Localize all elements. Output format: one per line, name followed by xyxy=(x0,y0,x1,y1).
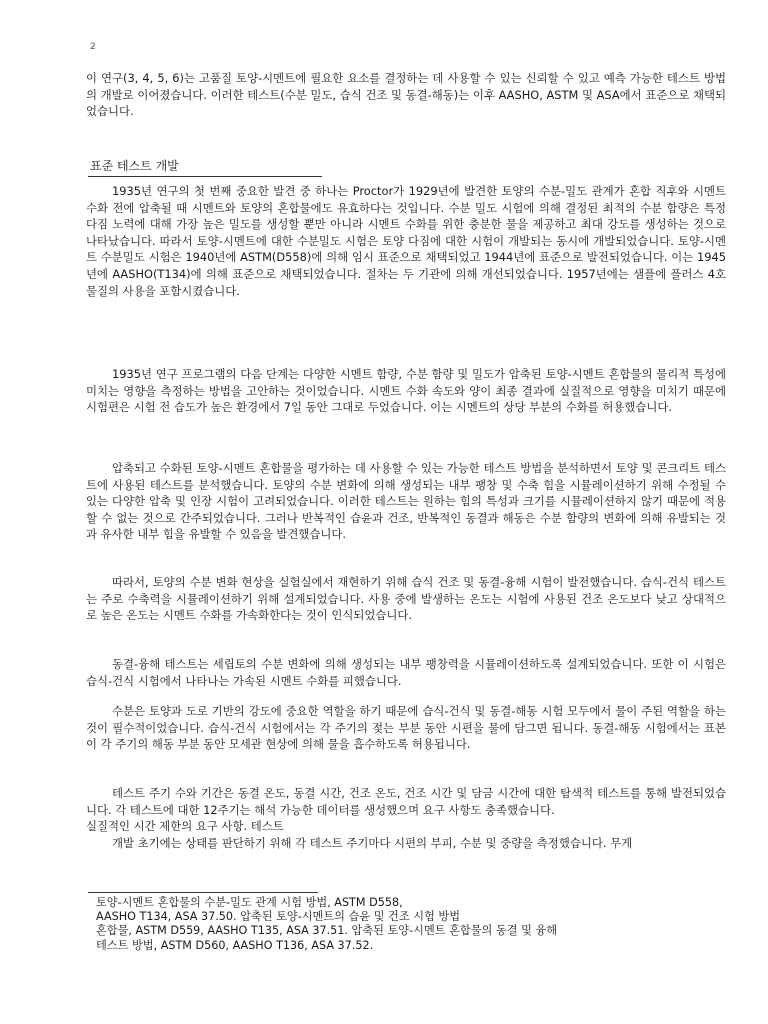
paragraph-block-4 xyxy=(86,574,726,624)
page-number: 2 xyxy=(90,42,96,52)
paragraph-block-1 xyxy=(86,183,726,299)
paragraph-7: 테스트 주기 수와 기간은 동결 온도, 동결 시간, 건조 온도, 건조 시간 및 담금 시간에 대한 탐색적 테스트를 통해 발전되었습니다. 각 테스트에 대한 12주기는 해석 가능한 데이터를 생성했으며 요구 사항도 충족했습니다. xyxy=(86,786,726,817)
footnote-line: AASHO T134, ASA 37.50. 압축된 토양-시멘트의 습윤 및 건조 시험 방법 xyxy=(96,910,461,924)
intro-paragraph-block xyxy=(86,70,726,120)
paragraph-6: 수분은 토양과 도로 기반의 강도에 중요한 역할을 하기 때문에 습식-건식 및 동결-해동 시험 모두에서 물이 주된 역할을 하는 것이 필수적이었습니다. 습식-건식 시험에서는 각 주기의 젖는 부분 동안 시편을 물에 담그면 됩니다. 동결-해동 시험에서는 표본이 각 주기의 해동 부분 동안 모세관 현상에 의해 물을 흡수하도록 허용됩니다. xyxy=(86,704,726,752)
paragraph-3: 압축되고 수화된 토양-시멘트 혼합물을 평가하는 데 사용할 수 있는 가능한 테스트 방법을 분석하면서 토양 및 콘크리트 테스트에 사용된 테스트를 분석했습니다. 토양의 수분 변화에 의해 생성되는 내부 팽창 및 수축 힘을 시뮬레이션하기 위해 수정될 수 있는 다양한 압축 및 인장 시험이 고려되었습니다. 이러한 테스트는 원하는 힘의 특성과 크기를 시뮬레이션하지 않기 때문에 적용할 수 없는 것으로 간주되었습니다. 그러나 반복적인 습윤과 건조, 반복적인 동결과 해동은 수분 함량의 변화에 의해 유발되는 것과 유사한 내부 힘을 유발할 수 있음을 발견했습니다. xyxy=(86,461,726,542)
footnote-rule xyxy=(88,892,318,893)
paragraph-2: 1935년 연구 프로그램의 다음 단계는 다양한 시멘트 함량, 수분 함량 및 밀도가 압축된 토양-시멘트 혼합물의 물리적 특성에 미치는 영향을 측정하는 방법을 고안하는 것이었습니다. 시멘트 수화 속도와 양이 최종 결과에 실질적으로 영향을 미치기 때문에 시험편은 시험 전 습도가 높은 환경에서 7일 동안 그대로 두었습니다. 이는 시멘트의 상당 부분의 수화를 허용했습니다. xyxy=(86,367,726,415)
paragraph-9: 개발 초기에는 상태를 판단하기 위해 각 테스트 주기마다 시편의 부피, 수분 및 중량을 측정했습니다. 무게 xyxy=(112,835,633,850)
section-heading: 표준 테스트 개발 xyxy=(90,159,179,173)
footnote-line: 혼합물, ASTM D559, AASHO T135, ASA 37.51. 압축된 토양-시멘트 혼합물의 동결 및 융해 xyxy=(96,924,558,938)
paragraph-block-3 xyxy=(86,460,726,543)
footnotes xyxy=(96,896,716,953)
paragraph-4: 따라서, 토양의 수분 변화 현상을 실험실에서 재현하기 위해 습식 건조 및 동결-융해 시험이 발전했습니다. 습식-건식 테스트는 주로 수축력을 시뮬레이션하기 위해 설계되었습니다. 사용 중에 발생하는 온도는 시험에 사용된 건조 온도보다 낮고 상대적으로 높은 온도는 시멘트 수화를 가속화한다는 것이 인식되었습니다. xyxy=(86,575,726,623)
paragraph-8: 실질적인 시간 제한의 요구 사항. 테스트 xyxy=(86,819,284,834)
intro-paragraph: 이 연구(3, 4, 5, 6)는 고품질 토양-시멘트에 필요한 요소를 결정하는 데 사용할 수 있는 신뢰할 수 있고 예측 가능한 테스트 방법의 개발로 이어졌습니다. 이러한 테스트(수분 밀도, 습식 건조 및 동결-해동)는 이후 AASHO, ASTM 및 ASA에서 표준으로 채택되었습니다. xyxy=(86,71,726,119)
footnote-line: 테스트 방법, ASTM D560, AASHO T136, ASA 37.52. xyxy=(96,938,374,952)
paragraph-block-2 xyxy=(86,366,726,416)
paragraph-5: 동결-융해 테스트는 세립토의 수분 변화에 의해 생성되는 내부 팽창력을 시뮬레이션하도록 설계되었습니다. 또한 이 시험은 습식-건식 시험에서 나타나는 가속된 시멘트 수화를 피했습니다. xyxy=(86,657,726,688)
heading-underline xyxy=(88,176,322,177)
footnote-line: 토양-시멘트 혼합물의 수분-밀도 관계 시험 방법, ASTM D558, xyxy=(96,896,403,909)
paragraph-block-5 xyxy=(86,656,726,689)
paragraph-1: 1935년 연구의 첫 번째 중요한 발견 중 하나는 Proctor가 1929년에 발견한 토양의 수분-밀도 관계가 혼합 직후와 시멘트 수화 전에 압축될 때 시멘트와 토양의 혼합물에도 유효하다는 것입니다. 수분 밀도 시험에 의해 결정된 최적의 수분 함량은 특정 다짐 노력에 대해 가장 높은 밀도를 생성할 뿐만 아니라 시멘트 수화를 위한 충분한 물을 제공하고 최대 강도를 생성하는 것으로 나타났습니다. 따라서 토양-시멘트에 대한 수분밀도 시험은 토양 다짐에 대한 시험이 개발되는 동시에 개발되었습니다. 토양-시멘트 수분밀도 시험은 1940년에 ASTM(D558)에 의해 임시 표준으로 채택되었고 1944년에 표준으로 발전되었습니다. 이는 1945년에 AASHO(T134)에 의해 표준으로 채택되었습니다. 절차는 두 기관에 의해 개선되었습니다. 1957년에는 샘플에 플러스 4호 물질의 사용을 포함시켰습니다. xyxy=(86,184,726,298)
paragraph-block-7 xyxy=(86,785,726,851)
paragraph-block-6 xyxy=(86,703,726,753)
